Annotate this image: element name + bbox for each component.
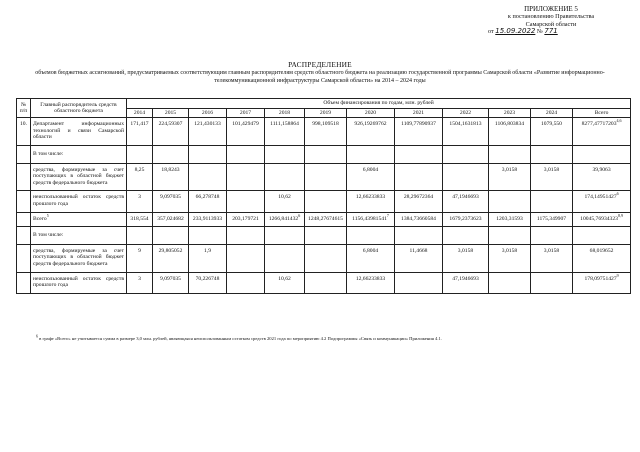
cell-value: 12,66233833 [347,272,395,293]
cell-value: 998,109518 [305,118,347,146]
cell-value [395,227,443,245]
row-label: средства, формируемые за счет поступающих в областной бюджет средств федерального бюджета [31,244,127,272]
table-row [17,244,631,272]
cell-value [265,244,305,272]
table-row [17,227,631,245]
row-number: 10. [17,118,31,146]
cell-value: 1156,43981541$^7$ [347,212,395,227]
header-year: 2015 [153,108,189,118]
cell-value: 3 [127,272,153,293]
cell-value [227,244,265,272]
row-label: Департамент информационных технологий и связи Самарской области [31,118,127,146]
cell-value: 1,9 [189,244,227,272]
cell-value: 3,0158 [443,244,489,272]
appendix-label: ПРИЛОЖЕНИЕ 5 [524,5,578,13]
cell-value: 6,8004 [347,244,395,272]
cell-value [443,163,489,191]
cell-value: 9 [127,244,153,272]
appendix-header [466,6,636,36]
cell-footnote-mark: 7 [386,212,389,218]
footnote-mark: 6 [36,333,38,339]
row-number [17,212,31,227]
cell-value: 11,4668 [395,244,443,272]
cell-total: 39,9063 [573,163,631,191]
cell-value [305,191,347,212]
cell-value: 1203,31593 [489,212,531,227]
cell-value: 1248,27674615 [305,212,347,227]
cell-value [265,163,305,191]
appendix-date-line: от 15.09.2022 № 771 [488,27,558,36]
footnote-text: в графе «Всего» не учитывается сумма в размере 3,0 млн. рублей, являющаяся неиспользованным остатком средств 2021 года по мероприятию 4.2 Подпрограммы «Связь и коммуникации» Приложения 4.1. [39,336,442,341]
header-year: 2024 [531,108,573,118]
cell-value [153,145,189,163]
cell-value: 357,024682 [153,212,189,227]
cell-value: 224,59307 [153,118,189,146]
cell-value [305,163,347,191]
header-year: 2020 [347,108,395,118]
cell-value: 10,62 [265,191,305,212]
row-number [17,163,31,191]
table-row [17,145,631,163]
cell-value: 1111,158864 [265,118,305,146]
row-number [17,227,31,245]
cell-value [395,145,443,163]
total-footnote-mark: 9 [616,272,619,278]
header-year: 2023 [489,108,531,118]
header-year: 2022 [443,108,489,118]
cell-value [305,145,347,163]
cell-value: 3,0158 [489,163,531,191]
row-label: неиспользованный остаток средств прошлого года [31,272,127,293]
cell-value: 1175,349907 [531,212,573,227]
cell-value [489,191,531,212]
cell-total [573,227,631,245]
cell-value: 3,0158 [489,244,531,272]
cell-value [489,145,531,163]
cell-value [531,272,573,293]
cell-footnote-mark: 6 [298,212,301,218]
header-distributor: Главный распорядитель средств областного бюджета [31,99,127,118]
table-row [17,191,631,212]
cell-value [265,145,305,163]
cell-value [531,145,573,163]
header-year: 2021 [395,108,443,118]
cell-total: 8277,47717203$^{4,6}$ [573,118,631,146]
cell-value: 101,429479 [227,118,265,146]
header-num: № п/п [17,99,31,118]
cell-value [153,227,189,245]
cell-value [227,272,265,293]
row-label: средства, формируемые за счет поступающих в областной бюджет средств федерального бюджета [31,163,127,191]
row-number [17,244,31,272]
appendix-region: Самарской области [525,20,577,28]
cell-value: 1106,803834 [489,118,531,146]
document-title: РАСПРЕДЕЛЕНИЕ [288,60,352,69]
row-label: В том числе: [31,227,127,245]
cell-value: 203,179721 [227,212,265,227]
cell-value [127,145,153,163]
cell-value: 12,66233833 [347,191,395,212]
header-year: 2018 [265,108,305,118]
cell-value: 1679,2373623 [443,212,489,227]
row-number [17,145,31,163]
cell-value: 3,0158 [531,244,573,272]
cell-total: 68,019652 [573,244,631,272]
row-number [17,272,31,293]
cell-value [395,272,443,293]
cell-value: 18,8243 [153,163,189,191]
cell-value: 66,278748 [189,191,227,212]
cell-value [189,145,227,163]
cell-value [189,227,227,245]
cell-value [305,272,347,293]
row-label: неиспользованный остаток средств прошлого года [31,191,127,212]
table-row [17,272,631,293]
cell-value: 70,226748 [189,272,227,293]
cell-value: 1079,550 [531,118,573,146]
cell-value [227,145,265,163]
cell-value [531,227,573,245]
row-number [17,191,31,212]
cell-total [573,145,631,163]
cell-value: 6,8004 [347,163,395,191]
header-total: Всего [573,108,631,118]
header-year: 2017 [227,108,265,118]
total-footnote-mark: 4,6 [616,118,622,124]
cell-value [227,191,265,212]
cell-value: 171,417 [127,118,153,146]
cell-value: 233,9113933 [189,212,227,227]
budget-table [16,98,631,294]
header-year: 2016 [189,108,227,118]
cell-value [265,227,305,245]
cell-value: 47,1946693 [443,191,489,212]
row-label: В том числе: [31,145,127,163]
cell-total: 178,09751427$^9$ [573,272,631,293]
cell-value: 121,430133 [189,118,227,146]
cell-value: 29,805052 [153,244,189,272]
cell-value: 1504,1631813 [443,118,489,146]
table-row [17,118,631,146]
cell-value: 3 [127,191,153,212]
cell-total: 174,14951427$^6$ [573,191,631,212]
cell-total: 10045,76934323$^{8,9}$ [573,212,631,227]
header-year: 2019 [305,108,347,118]
cell-value [489,227,531,245]
cell-value: 1384,73660584 [395,212,443,227]
cell-value [531,191,573,212]
cell-value: 1266,841432$^6$ [265,212,305,227]
total-footnote-mark: 6 [616,191,619,197]
cell-value: 1109,77890937 [395,118,443,146]
document-subtitle: объемов бюджетных ассигнований, предусматриваемых соответствующим главным распорядителям средств областного бюджета на реализацию государственной программы Самарской области «Развитие информационно-телекоммуникационной инфраструктуры Самарской области» на 2014 – 2024 годы [35,70,605,84]
cell-value [443,145,489,163]
cell-value: 47,1946693 [443,272,489,293]
cell-value: 9,097035 [153,272,189,293]
cell-value [305,244,347,272]
cell-value [227,227,265,245]
cell-value [395,163,443,191]
header-volume: Объем финансирования по годам, млн. рублей [127,99,631,109]
cell-value: 9,097035 [153,191,189,212]
cell-value [489,272,531,293]
cell-value [347,145,395,163]
handwritten-number: 771 [544,27,558,36]
table-body [17,118,631,294]
cell-value: 8,25 [127,163,153,191]
cell-value [305,227,347,245]
table-header-row [17,99,631,109]
appendix-decree: к постановлению Правительства [507,13,595,21]
footnote [36,333,636,342]
cell-value: 28,29672364 [395,191,443,212]
cell-value: 10,62 [265,272,305,293]
label-footnote-mark: 5 [46,212,49,218]
cell-value [127,227,153,245]
cell-value [227,163,265,191]
total-footnote-mark: 8,9 [617,212,623,218]
cell-value [443,227,489,245]
handwritten-date: 15.09.2022 [495,27,536,36]
cell-value: 3,0158 [531,163,573,191]
table-row [17,212,631,227]
cell-value: 926,19269762 [347,118,395,146]
table-row [17,163,631,191]
cell-value: 318,554 [127,212,153,227]
cell-value [189,163,227,191]
header-year: 2014 [127,108,153,118]
row-label: Всего$^5$ [31,212,127,227]
cell-value [347,227,395,245]
